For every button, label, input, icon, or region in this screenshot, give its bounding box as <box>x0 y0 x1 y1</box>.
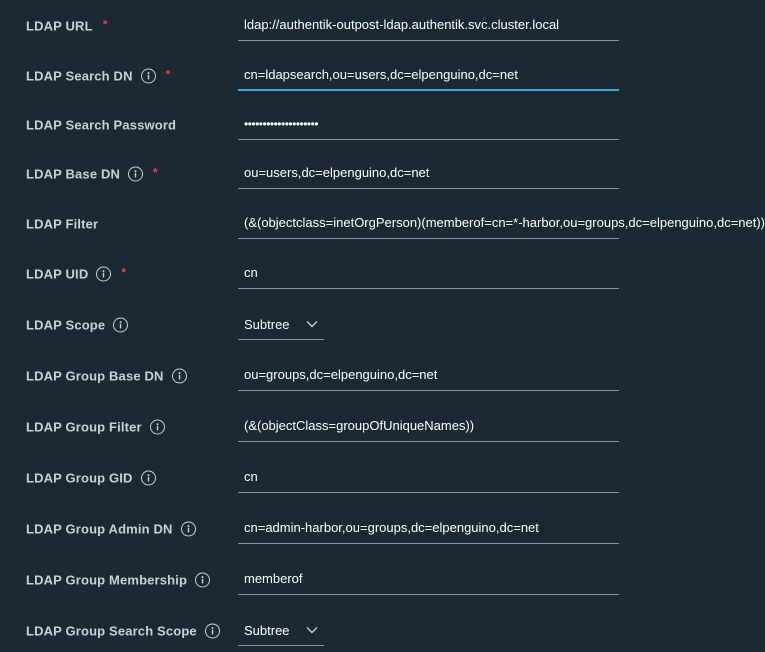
ldap-base-dn-value: ou=users,dc=elpenguino,dc=net <box>244 165 430 180</box>
info-circle-icon[interactable] <box>141 69 156 84</box>
ldap-search-password-input[interactable] <box>238 110 619 140</box>
ldap-group-filter-value: (&(objectClass=groupOfUniqueNames)) <box>244 418 475 433</box>
field-label-text: LDAP Search Password <box>26 117 177 133</box>
field-label-ldap-scope <box>26 318 128 333</box>
ldap-group-membership-input[interactable] <box>238 565 619 595</box>
ldap-uid-input[interactable] <box>238 259 619 289</box>
field-label-text: LDAP Group Membership <box>26 572 188 588</box>
field-label-ldap-group-base-dn <box>26 369 187 384</box>
info-circle-icon[interactable] <box>128 167 143 182</box>
form-row-ldap-filter <box>0 204 765 244</box>
field-label-ldap-group-search-scope <box>26 624 220 639</box>
chevron-down-icon <box>306 320 318 328</box>
ldap-group-admin-dn-input[interactable] <box>238 514 619 544</box>
field-label-ldap-group-gid <box>26 471 156 486</box>
field-label-ldap-base-dn <box>26 167 158 182</box>
ldap-group-base-dn-value: ou=groups,dc=elpenguino,dc=net <box>244 367 438 382</box>
form-row-ldap-group-search-scope <box>0 611 692 651</box>
ldap-scope-value: Subtree <box>244 317 290 332</box>
info-circle-icon[interactable] <box>113 318 128 333</box>
info-circle-icon[interactable] <box>181 522 196 537</box>
field-label-text: LDAP Base DN <box>26 166 121 182</box>
field-label-text: LDAP UID <box>26 266 89 282</box>
ldap-url-input[interactable] <box>238 11 619 41</box>
ldap-search-password-value: •••••••••••••••••••• <box>244 117 319 131</box>
form-row-ldap-group-gid <box>0 458 692 498</box>
field-label-text: LDAP URL <box>26 18 93 34</box>
required-marker: * <box>153 165 158 179</box>
field-label-ldap-search-dn <box>26 69 170 84</box>
info-circle-icon[interactable] <box>172 369 187 384</box>
form-row-ldap-group-membership <box>0 560 692 600</box>
info-circle-icon[interactable] <box>141 471 156 486</box>
field-label-text: LDAP Search DN <box>26 68 133 84</box>
field-label-ldap-uid <box>26 267 126 282</box>
form-row-ldap-scope <box>0 305 692 345</box>
field-label-text: LDAP Filter <box>26 216 99 232</box>
ldap-search-dn-input[interactable] <box>238 61 619 91</box>
form-row-ldap-search-password <box>0 105 692 145</box>
ldap-filter-value: (&(objectclass=inetOrgPerson)(memberof=cn=*-harbor,ou=groups,dc=elpenguino,dc=net)) <box>244 215 765 230</box>
form-row-ldap-group-base-dn <box>0 356 692 396</box>
form-row-ldap-search-dn <box>0 56 692 96</box>
info-circle-icon[interactable] <box>205 624 220 639</box>
ldap-group-admin-dn-value: cn=admin-harbor,ou=groups,dc=elpenguino,dc=net <box>244 520 539 535</box>
chevron-down-icon <box>306 626 318 634</box>
ldap-group-membership-value: memberof <box>244 571 303 586</box>
form-row-ldap-group-filter <box>0 407 692 447</box>
field-label-text: LDAP Scope <box>26 317 106 333</box>
ldap-scope-select[interactable] <box>238 310 324 340</box>
form-row-ldap-group-admin-dn <box>0 509 692 549</box>
ldap-group-gid-value: cn <box>244 469 258 484</box>
ldap-group-search-scope-value: Subtree <box>244 623 290 638</box>
field-label-text: LDAP Group Search Scope <box>26 623 197 639</box>
form-row-ldap-base-dn <box>0 154 692 194</box>
ldap-group-gid-input[interactable] <box>238 463 619 493</box>
ldap-group-search-scope-select[interactable] <box>238 616 324 646</box>
info-circle-icon[interactable] <box>96 267 111 282</box>
field-label-ldap-group-filter <box>26 420 165 435</box>
required-marker: * <box>102 17 108 31</box>
ldap-group-filter-input[interactable] <box>238 412 619 442</box>
info-circle-icon[interactable] <box>195 573 210 588</box>
form-row-ldap-uid <box>0 254 692 294</box>
field-label-ldap-group-admin-dn <box>26 522 196 537</box>
ldap-base-dn-input[interactable] <box>238 159 619 189</box>
required-marker: * <box>165 67 171 81</box>
field-label-ldap-group-membership <box>26 573 210 588</box>
field-label-text: LDAP Group Base DN <box>26 368 164 384</box>
ldap-filter-input[interactable] <box>238 209 765 239</box>
ldap-url-value: ldap://authentik-outpost-ldap.authentik.svc.cluster.local <box>244 17 560 32</box>
ldap-group-base-dn-input[interactable] <box>238 361 619 391</box>
info-circle-icon[interactable] <box>150 420 165 435</box>
field-label-ldap-filter <box>26 217 98 232</box>
form-row-ldap-url <box>0 6 692 46</box>
field-label-text: LDAP Group GID <box>26 470 133 486</box>
field-label-ldap-url <box>26 19 108 34</box>
field-label-text: LDAP Group Admin DN <box>26 521 173 537</box>
field-label-text: LDAP Group Filter <box>26 419 142 435</box>
ldap-search-dn-value: cn=ldapsearch,ou=users,dc=elpenguino,dc=net <box>244 67 518 82</box>
field-label-ldap-search-password <box>26 118 176 133</box>
required-marker: * <box>121 265 127 279</box>
ldap-uid-value: cn <box>244 265 258 280</box>
